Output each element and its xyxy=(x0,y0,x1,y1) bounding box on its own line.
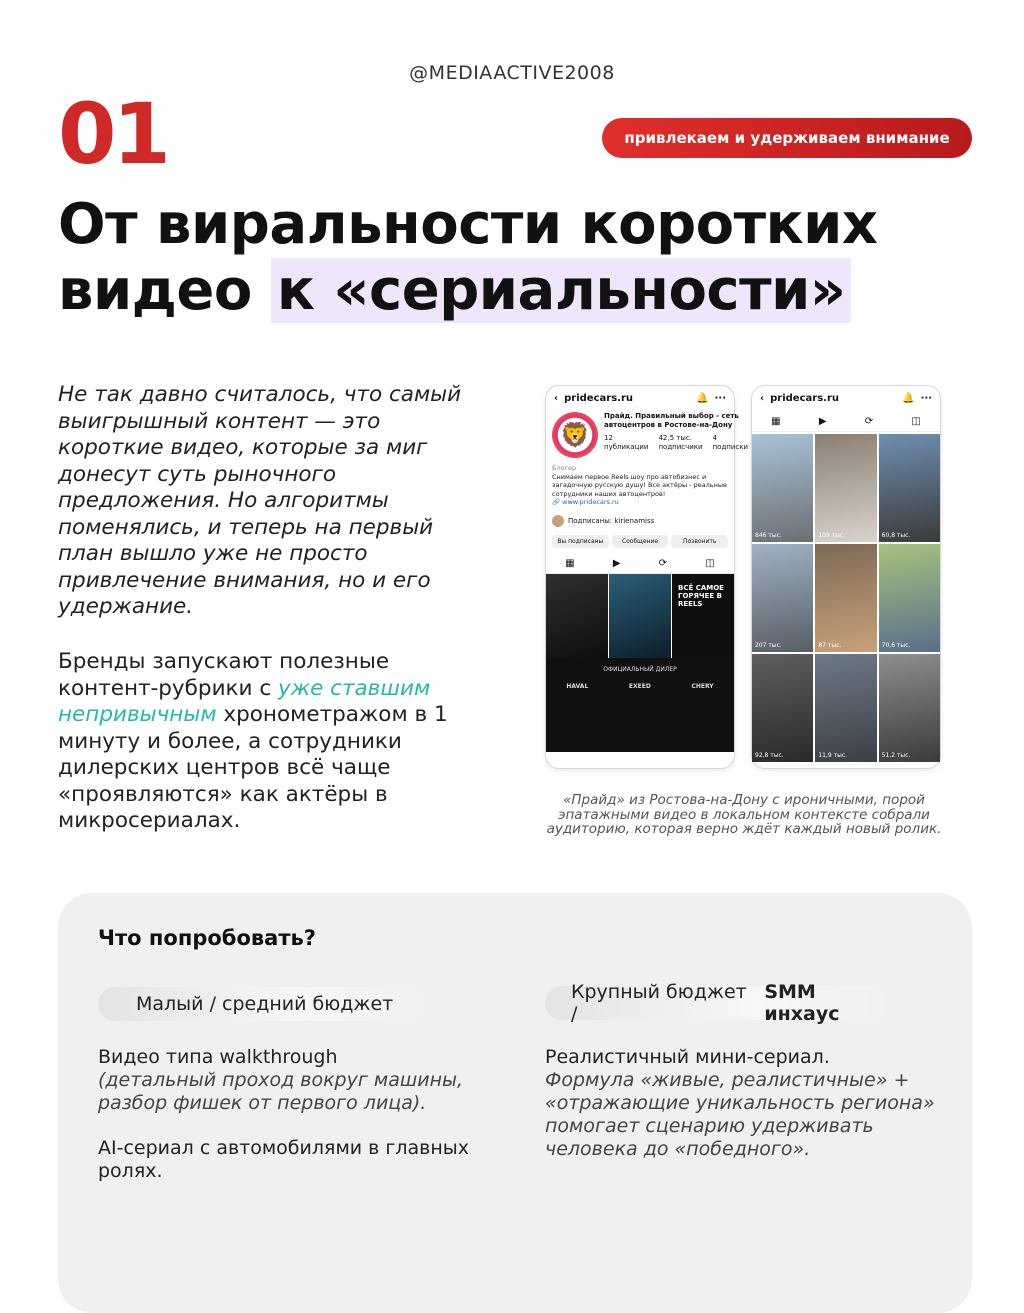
brand-exeed: EXEED xyxy=(628,682,651,690)
profile-name: Прайд. Правильный выбор - сеть автоцентров в Ростове-на-Дону xyxy=(604,412,739,429)
small-budget-text xyxy=(98,1046,478,1205)
bell-icon[interactable]: 🔔 xyxy=(902,392,915,404)
profile-tabs xyxy=(546,552,734,574)
back-icon[interactable]: ‹ xyxy=(760,392,765,404)
view-count: 846 тыс. xyxy=(755,532,782,539)
large-budget-label: Крупный бюджет / xyxy=(571,981,747,1025)
grid-icon[interactable]: ▦ xyxy=(771,416,781,427)
reels-topbar xyxy=(752,386,940,410)
reel-tile[interactable] xyxy=(879,544,940,652)
following-label: подписки xyxy=(712,443,749,451)
following-button[interactable]: Вы подписаны xyxy=(552,535,609,548)
large-budget-pill xyxy=(545,981,897,1025)
view-count: 70,6 тыс. xyxy=(881,642,911,649)
page-title xyxy=(58,192,978,324)
mini-series-title: Реалистичный мини-сериал. xyxy=(545,1046,830,1068)
phone-screenshot-profile xyxy=(545,385,749,769)
walkthrough-note: (детальный проход вокруг машины, разбор фишек от первого лица). xyxy=(98,1069,464,1114)
image-caption: «Прайд» из Ростова-на-Дону с ироничными, порой эпатажными видео в локальном контексте собрали аудиторию, которая верно ждёт каждый новый ролик. xyxy=(546,792,942,837)
followers-count[interactable]: 42,5 тыс. xyxy=(658,434,692,442)
view-count: 87 тыс. xyxy=(818,642,842,649)
profile-header xyxy=(546,410,749,460)
tagged-icon[interactable]: ◫ xyxy=(911,416,921,427)
view-count: 51,2 тыс. xyxy=(881,752,911,759)
reels-grid xyxy=(752,432,940,762)
dealer-title: ОФИЦИАЛЬНЫЙ ДИЛЕР xyxy=(603,665,677,673)
posts-count: 12 xyxy=(604,434,613,442)
reels-icon[interactable]: ▶ xyxy=(818,416,827,427)
title-plain: видео xyxy=(58,258,271,323)
intro-paragraph: Не так давно считалось, что самый выигрышный контент — это короткие видео, которые за миг донесут суть рыночного предложения. Но алгоритмы поменялись, и теперь на первый план вышло уже не просто привлечение внимания, но и его удержание. xyxy=(58,382,462,619)
reels-tabs xyxy=(752,410,940,432)
mini-series-note: Формула «живые, реалистичные» + «отражающие уникальность региона» помогает сценарию удерживать человека до «победного». xyxy=(545,1069,935,1160)
reel-tile[interactable] xyxy=(879,654,940,762)
ai-series-text: AI-сериал с автомобилями в главных ролях. xyxy=(98,1137,470,1182)
reel-tile[interactable] xyxy=(815,544,876,652)
profile-stats xyxy=(604,434,748,452)
title-line-1: От виральности коротких xyxy=(58,192,878,257)
dealer-banner[interactable] xyxy=(546,658,734,752)
walkthrough-title: Видео типа walkthrough xyxy=(98,1046,338,1068)
reel-tile[interactable] xyxy=(815,654,876,762)
account-handle: @MEDIAACTIVE2008 xyxy=(409,62,615,84)
brand-chery: CHERY xyxy=(691,682,714,690)
slide-number: 01 xyxy=(58,85,167,183)
bell-icon[interactable]: 🔔 xyxy=(696,392,709,404)
profile-actions xyxy=(546,531,734,552)
view-count: 92,8 тыс. xyxy=(755,752,784,759)
reel-tile[interactable] xyxy=(752,544,813,652)
posts-label: публикации xyxy=(604,443,649,451)
message-button[interactable]: Сообщение xyxy=(612,535,669,548)
more-icon[interactable]: ··· xyxy=(714,392,726,404)
more-icon[interactable]: ··· xyxy=(920,392,932,404)
title-line-2 xyxy=(58,258,978,324)
small-budget-pill xyxy=(98,987,434,1021)
profile-avatar[interactable] xyxy=(552,412,598,458)
link-icon: 🔗 xyxy=(552,498,563,506)
post-tile[interactable] xyxy=(546,574,608,658)
followed-by-text: Подписаны: kirienamiss xyxy=(568,516,655,525)
large-budget-text xyxy=(545,1046,945,1161)
reel-tile[interactable] xyxy=(752,434,813,542)
profile-username: pridecars.ru xyxy=(564,392,633,404)
reels-username: pridecars.ru xyxy=(770,392,839,404)
followers-label: подписчики xyxy=(658,443,703,451)
post-tile[interactable] xyxy=(609,574,671,658)
back-icon[interactable]: ‹ xyxy=(554,392,559,404)
phone-screenshot-reels xyxy=(751,385,941,769)
small-budget-label: Малый / средний бюджет xyxy=(136,993,394,1015)
body-text-1: Бренды запускают полезные контент-рубрики с xyxy=(58,649,390,701)
followed-by xyxy=(546,511,734,531)
grid-icon[interactable]: ▦ xyxy=(565,557,575,569)
bio-text: Снимаем первое Reels шоу про автобизнес и загадочную русскую душу! Все актёры - реальные сотрудники наших автоцентров! xyxy=(552,472,728,498)
view-count: 207 тыс. xyxy=(755,642,782,649)
topic-tag: привлекаем и удерживаем внимание xyxy=(602,118,972,158)
reel-tile[interactable] xyxy=(879,434,940,542)
view-count: 109 тыс. xyxy=(818,532,846,539)
profile-category: Блогер xyxy=(552,464,577,472)
body-paragraph xyxy=(58,649,488,835)
call-button[interactable]: Позвонить xyxy=(671,535,728,548)
reels-icon[interactable]: ▶ xyxy=(612,557,621,569)
body-text-2: хронометражом в 1 минуту и более, а сотрудники дилерских центров всё чаще «проявляются» как актёры в микросериалах. xyxy=(58,702,448,833)
post-tile-text: ВСЁ САМОЕ ГОРЯЧЕЕ В REELS xyxy=(678,583,724,608)
posts-grid xyxy=(546,574,734,658)
repost-icon[interactable]: ⟳ xyxy=(864,416,874,427)
view-count: 11,9 тыс. xyxy=(818,752,848,759)
reel-tile[interactable] xyxy=(752,654,813,762)
view-count: 60,8 тыс. xyxy=(881,532,911,539)
reel-tile[interactable] xyxy=(815,434,876,542)
title-highlight: к «сериальности» xyxy=(271,258,852,323)
repost-icon[interactable]: ⟳ xyxy=(658,557,668,569)
tagged-icon[interactable]: ◫ xyxy=(705,557,715,569)
profile-link-text: www.pridecars.ru xyxy=(562,498,619,506)
brand-haval: HAVAL xyxy=(566,682,589,690)
lion-logo-icon: 🦁 xyxy=(560,421,590,449)
body-accent: уже ставшим непривычным xyxy=(58,675,431,727)
profile-topbar xyxy=(546,386,734,410)
profile-bio xyxy=(546,460,734,511)
following-count[interactable]: 4 xyxy=(712,434,718,442)
avatar xyxy=(552,515,564,527)
profile-link[interactable] xyxy=(552,498,728,507)
post-tile[interactable] xyxy=(672,574,734,658)
try-card-title: Что попробовать? xyxy=(98,926,316,950)
large-budget-strong: SMM инхаус xyxy=(764,981,840,1025)
